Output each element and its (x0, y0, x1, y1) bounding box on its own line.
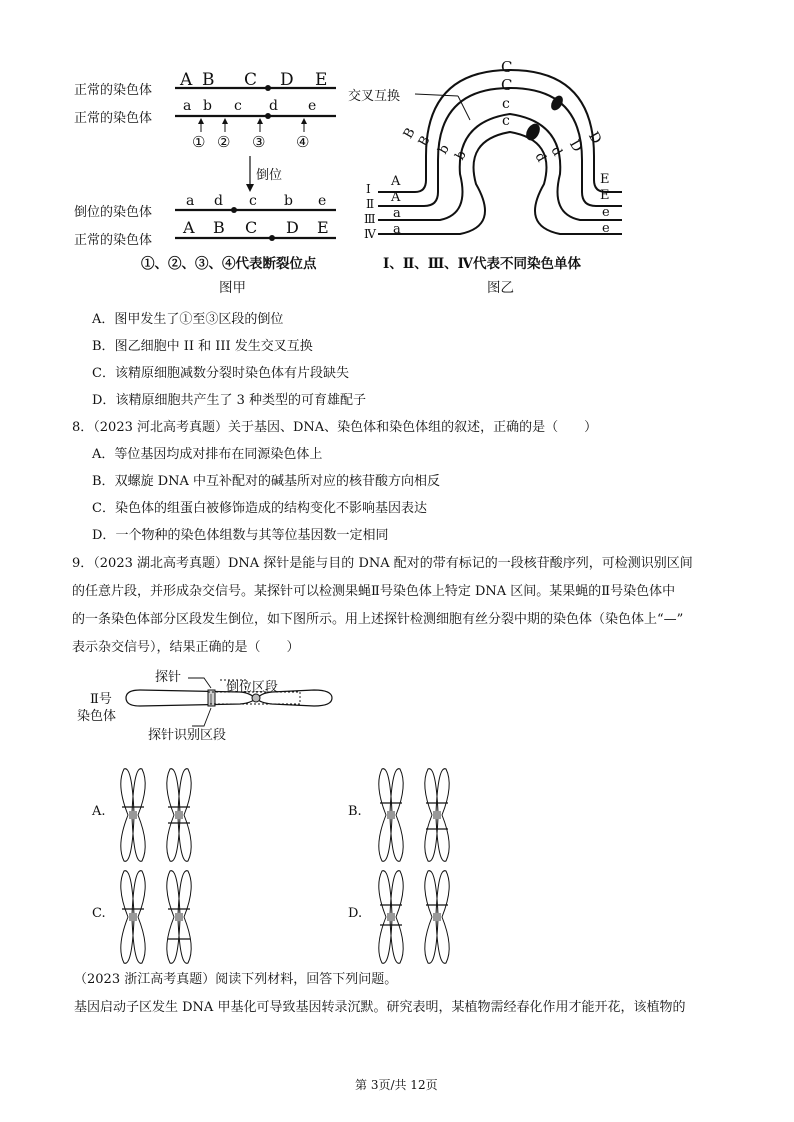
q8-option-d[interactable] (92, 524, 388, 543)
figure-yi-caption: 图乙 (487, 280, 514, 296)
q7-option-d-letter: D． (92, 393, 116, 408)
figure-jia-caption: 图甲 (219, 280, 246, 296)
q9-stem-line2: 的任意片段，并形成杂交信号。某探针可以检测果蝇Ⅱ号染色体上特定 DNA 区间。某果蝇的Ⅱ号染色体中 (72, 584, 676, 599)
crossover-label: 交叉互换 (348, 89, 401, 104)
q9-stem-line1: 9．（2023 湖北高考真题）DNA 探针是能与目的 DNA 配对的带有标记的一段核苷酸序列，可检测识别区间 (72, 556, 693, 571)
q8-option-a-text: 等位基因均成对排布在同源染色体上 (114, 447, 323, 462)
row2-gene-e: e (308, 98, 317, 114)
strand-label-3: Ⅲ (364, 212, 376, 226)
row2-label: 正常的染色体 (74, 111, 153, 126)
q8-stem: 8．（2023 河北高考真题）关于基因、DNA、染色体和染色体组的叙述，正确的是（ ） (72, 420, 598, 435)
row4-gene-E: E (317, 218, 329, 237)
row3-gene-a: a (186, 193, 195, 209)
row2-gene-b: b (203, 98, 212, 114)
q9-option-b-figure[interactable] (370, 765, 470, 865)
q9-inversion-label: 倒位区段 (226, 680, 279, 695)
yi-gene-c1: c (502, 96, 510, 112)
q9-option-a-letter[interactable]: A. (92, 804, 106, 819)
q7-option-c-letter: C． (92, 366, 115, 381)
q9-option-a-chromosomes (112, 765, 212, 865)
yi-gene-b1: b (435, 142, 453, 157)
q7-option-c-text: 该精原细胞减数分裂时染色体有片段缺失 (114, 366, 349, 381)
row2-gene-a: a (183, 98, 192, 114)
breakpoint-1: ① (192, 133, 206, 151)
row1-gene-C: C (244, 70, 258, 90)
yi-gene-b2: b (452, 148, 470, 163)
row3-gene-c: c (249, 193, 257, 209)
row1-label: 正常的染色体 (74, 83, 153, 98)
yi-gene-A1: A (391, 174, 401, 189)
row2-gene-d: d (269, 98, 278, 114)
q10-material: 基因启动子区发生 DNA 甲基化可导致基因转录沉默。研究表明，某植物需经春化作用才能开花，该植物的 (74, 1000, 686, 1015)
q8-option-d-text: 一个物种的染色体组数与其等位基因数一定相同 (115, 528, 389, 543)
figure-yi-note: Ⅰ、Ⅱ、Ⅲ、Ⅳ代表不同染色单体 (383, 256, 581, 272)
q7-option-d-text: 该精原细胞共产生了 3 种类型的可育雄配子 (115, 393, 366, 408)
q7-option-d[interactable] (92, 389, 366, 408)
row3-label: 倒位的染色体 (74, 205, 153, 220)
q7-option-b-text: 图乙细胞中 II 和 III 发生交叉互换 (114, 339, 313, 354)
row3-gene-b: b (284, 193, 293, 209)
q8-option-c[interactable] (92, 497, 427, 516)
yi-gene-e2: e (602, 221, 610, 236)
q9-option-c-chromosomes (112, 867, 212, 967)
q9-chromosome-label-1: Ⅱ号 (90, 692, 112, 707)
breakpoint-4: ④ (296, 133, 310, 151)
page-footer: 第 3页/共 12页 (355, 1078, 438, 1092)
q7-option-b-letter: B． (92, 339, 115, 354)
row2-gene-c: c (234, 98, 242, 114)
q9-option-b-letter[interactable]: B. (348, 804, 362, 819)
yi-gene-B1: B (400, 125, 419, 142)
figure-jia-note: ①、②、③、④代表断裂位点 (141, 256, 317, 272)
yi-gene-a2: a (393, 222, 401, 237)
q9-stem-line4: 表示杂交信号），结果正确的是（ ） (72, 640, 300, 655)
yi-gene-e1: e (602, 205, 610, 220)
q9-probe-region-label: 探针识别区段 (148, 728, 227, 743)
q9-stem-line3: 的一条染色体部分区段发生倒位，如下图所示。用上述探针检测细胞有丝分裂中期的染色体（染色体上“—” (72, 612, 684, 627)
q9-option-c-letter[interactable]: C. (92, 906, 106, 921)
inversion-arrow-label: 倒位 (256, 168, 283, 183)
q9-option-d-chromosomes (370, 867, 470, 967)
row4-gene-A: A (183, 218, 195, 237)
yi-gene-C1: C (501, 58, 513, 76)
q8-option-b-text: 双螺旋 DNA 中互补配对的碱基所对应的核苷酸方向相反 (114, 474, 441, 489)
yi-gene-B2: B (415, 133, 434, 150)
q8-option-b[interactable] (92, 470, 440, 489)
strand-label-2: Ⅱ (366, 197, 375, 211)
yi-gene-D1: D (565, 137, 586, 155)
q10-intro: （2023 浙江高考真题）阅读下列材料，回答下列问题。 (74, 972, 398, 987)
row4-gene-B: B (213, 218, 225, 237)
yi-gene-a1: a (393, 206, 401, 221)
breakpoint-3: ③ (252, 133, 266, 151)
q8-option-c-text: 染色体的组蛋白被修饰造成的结构变化不影响基因表达 (114, 501, 427, 516)
q7-option-a-text: 图甲发生了①至③区段的倒位 (114, 312, 284, 327)
yi-gene-A2: A (391, 190, 401, 205)
q7-option-b[interactable] (92, 335, 313, 354)
row3-gene-e: e (318, 193, 327, 209)
q9-probe-label: 探针 (155, 670, 182, 685)
q8-option-a[interactable] (92, 443, 322, 462)
row1-gene-B: B (202, 70, 215, 90)
q9-option-d-figure[interactable] (370, 867, 470, 967)
yi-gene-C2: C (501, 76, 513, 94)
strand-label-4: Ⅳ (364, 227, 376, 241)
yi-gene-E2: E (600, 188, 610, 203)
q9-chromosome-label-2: 染色体 (77, 709, 117, 724)
row3-gene-d: d (214, 193, 223, 209)
q8-option-a-letter: A． (92, 447, 115, 462)
row1-gene-D: D (280, 70, 294, 90)
row1-gene-A: A (180, 70, 193, 90)
yi-gene-D2: D (584, 129, 605, 147)
row1-gene-E: E (315, 70, 328, 90)
row4-label: 正常的染色体 (74, 233, 153, 248)
figure-yi-diagram (360, 56, 640, 256)
figure-yi (360, 56, 640, 256)
yi-gene-c2: c (502, 113, 510, 129)
q9-option-d-letter[interactable]: D. (348, 906, 363, 921)
q8-option-c-letter: C． (92, 501, 115, 516)
q8-option-d-letter: D． (92, 528, 116, 543)
q9-option-b-chromosomes (370, 765, 470, 865)
q7-option-a-letter: A． (92, 312, 115, 327)
q8-option-b-letter: B． (92, 474, 115, 489)
q9-option-c-figure[interactable] (112, 867, 212, 967)
q7-option-a[interactable] (92, 308, 283, 327)
row4-gene-D: D (286, 218, 299, 237)
breakpoint-2: ② (217, 133, 231, 151)
row4-gene-C: C (245, 218, 258, 237)
yi-gene-d2: d (547, 144, 565, 159)
yi-gene-E1: E (600, 172, 610, 187)
strand-label-1: Ⅰ (366, 182, 371, 196)
q7-option-c[interactable] (92, 362, 349, 381)
q9-option-a-figure[interactable] (112, 765, 212, 865)
yi-gene-d1: d (531, 150, 549, 165)
